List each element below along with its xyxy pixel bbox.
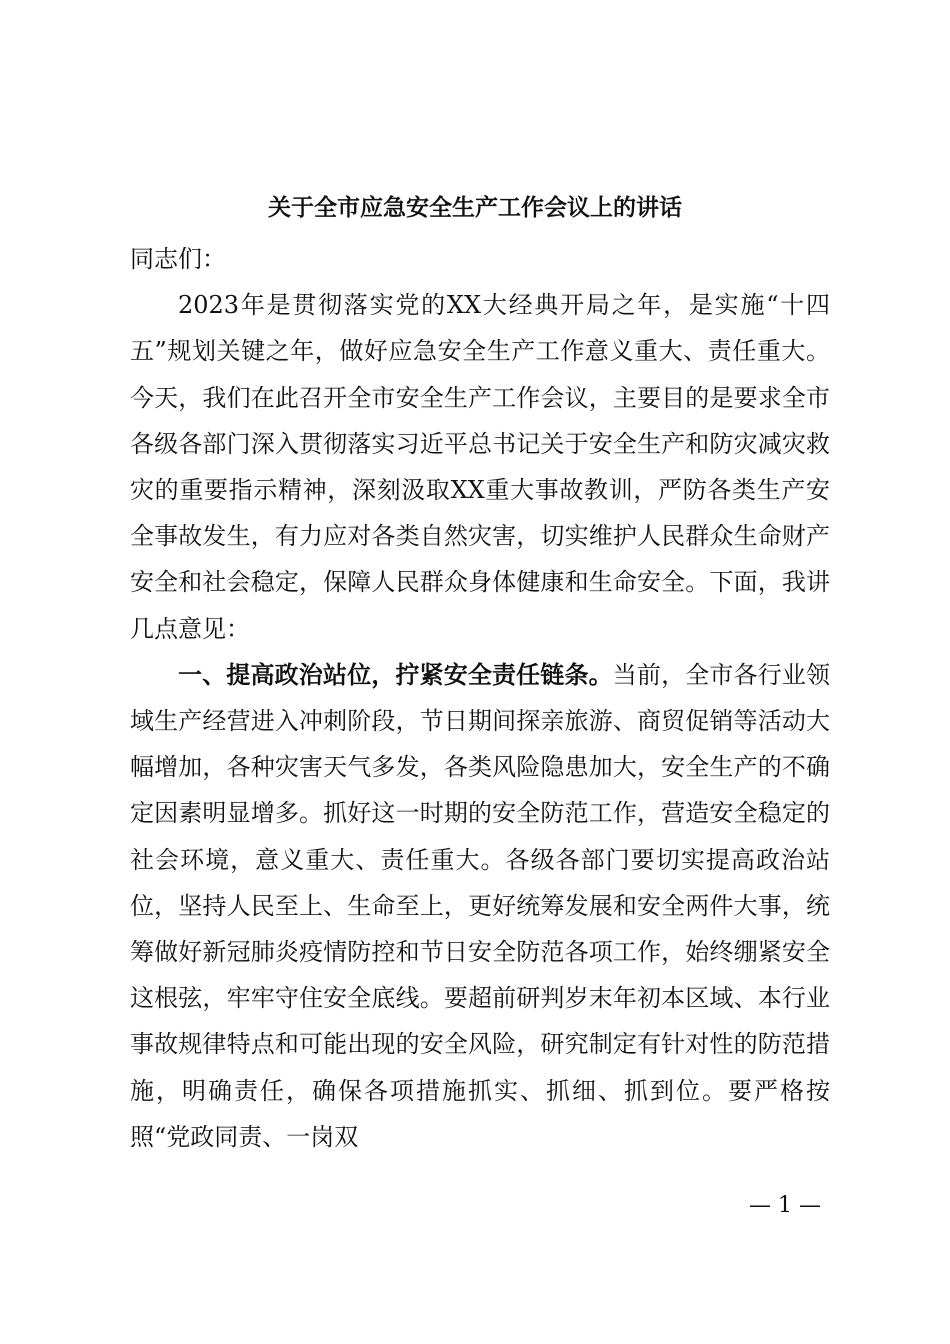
document-body [130, 236, 830, 1160]
paragraph-section-one [130, 652, 830, 1160]
paragraph-intro-text: 2023年是贯彻落实党的XX大经典开局之年，是实施“十四五”规划关键之年，做好应急安全生产工作意义重大、责任重大。今天，我们在此召开全市安全生产工作会议，主要目的是要求全市各级各部门深入贯彻落实习近平总书记关于安全生产和防灾减灾救灾的重要指示精神，深刻汲取XX重大事故教训，严防各类生产安全事故发生，有力应对各类自然灾害，切实维护人民群众生命财产安全和社会稳定，保障人民群众身体健康和生命安全。下面，我讲几点意见： [130, 291, 830, 643]
salutation: 同志们： [130, 245, 226, 273]
page-number: — 1 — [749, 1193, 821, 1218]
paragraph-intro [130, 282, 830, 652]
section-one-text: 当前，全市各行业领域生产经营进入冲刺阶段，节日期间探亲旅游、商贸促销等活动大幅增加，各种灾害天气多发，各类风险隐患加大，安全生产的不确定因素明显增多。抓好这一时期的安全防范工作，营造安全稳定的社会环境，意义重大、责任重大。各级各部门要切实提高政治站位，坚持人民至上、生命至上，更好统筹发展和安全两件大事，统筹做好新冠肺炎疫情防控和节日安全防范各项工作，始终绷紧安全这根弦，牢牢守住安全底线。要超前研判岁末年初本区域、本行业事故规律特点和可能出现的安全风险，研究制定有针对性的防范措施，明确责任，确保各项措施抓实、抓细、抓到位。要严格按照“党政同责、一岗双 [130, 660, 831, 1151]
document-title: 关于全市应急安全生产工作会议上的讲话 [268, 194, 682, 221]
section-one-heading: 一、提高政治站位，拧紧安全责任链条。 [178, 659, 613, 689]
